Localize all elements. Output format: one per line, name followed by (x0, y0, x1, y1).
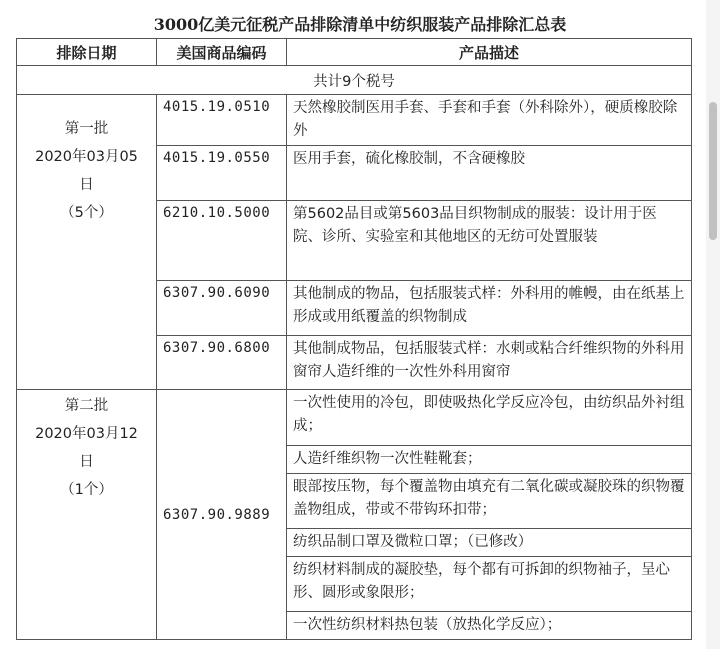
product-desc: 其他制成物品，包括服装式样：水刺或粘合纤维织物的外科用窗帘人造纤维的一次性外科用窗帘 (287, 336, 692, 390)
exclusion-table (16, 38, 692, 640)
batch1-count: （5个） (60, 205, 113, 221)
summary-row (17, 66, 692, 95)
product-desc: 纺织材料制成的凝胶垫，每个都有可拆卸的织物袖子，呈心形、圆形或象限形； (287, 557, 692, 612)
batch2-name: 第二批 (64, 398, 109, 414)
product-desc: 其他制成的物品，包括服装式样：外科用的帷幔，由在纸基上形成或用纸覆盖的织物制成 (287, 281, 692, 336)
product-desc: 一次性纺织材料热包装（放热化学反应）； (287, 612, 692, 640)
page-title: 3000亿美元征税产品排除清单中纺织服装产品排除汇总表 (153, 15, 567, 34)
product-desc: 天然橡胶制医用手套、手套和手套（外科除外），硬质橡胶除外 (287, 95, 692, 146)
hs-code: 6210.10.5000 (157, 201, 287, 281)
batch1-date: 2020年03月05 (35, 149, 138, 165)
header-date: 排除日期 (17, 39, 157, 66)
product-desc: 眼部按压物，每个覆盖物由填充有二氧化碳或凝胶珠的织物覆盖物组成，带或不带钩环扣带； (287, 474, 692, 529)
batch1-date-suffix: 日 (79, 177, 94, 193)
hs-code: 4015.19.0510 (157, 95, 287, 146)
product-desc: 纺织品制口罩及微粒口罩；（已修改） (287, 529, 692, 557)
product-desc: 第5602品目或第5603品目织物制成的服装：设计用于医院、诊所、实验室和其他地区的无纺可处置服装 (287, 201, 692, 281)
table-header-row (17, 39, 692, 66)
summary-cell: 共计9个税号 (17, 66, 692, 95)
hs-code: 4015.19.0550 (157, 146, 287, 201)
table-row (17, 390, 692, 446)
header-desc: 产品描述 (287, 39, 692, 66)
batch1-name: 第一批 (64, 121, 109, 137)
batch1-date-cell (17, 95, 157, 390)
batch2-date-suffix: 日 (79, 454, 94, 470)
table-row (17, 95, 692, 146)
product-desc: 医用手套，硫化橡胶制，不含硬橡胶 (287, 146, 692, 201)
batch2-date-cell (17, 390, 157, 640)
hs-code: 6307.90.9889 (157, 390, 287, 640)
header-code: 美国商品编码 (157, 39, 287, 66)
scrollbar-thumb[interactable] (709, 102, 717, 240)
hs-code: 6307.90.6090 (157, 281, 287, 336)
product-desc: 人造纤维织物一次性鞋靴套； (287, 446, 692, 474)
vertical-scrollbar[interactable] (706, 0, 720, 649)
hs-code: 6307.90.6800 (157, 336, 287, 390)
product-desc: 一次性使用的冷包，即使吸热化学反应冷包，由纺织品外衬组成； (287, 390, 692, 446)
batch2-count: （1个） (60, 482, 113, 498)
batch2-date: 2020年03月12 (35, 426, 138, 442)
